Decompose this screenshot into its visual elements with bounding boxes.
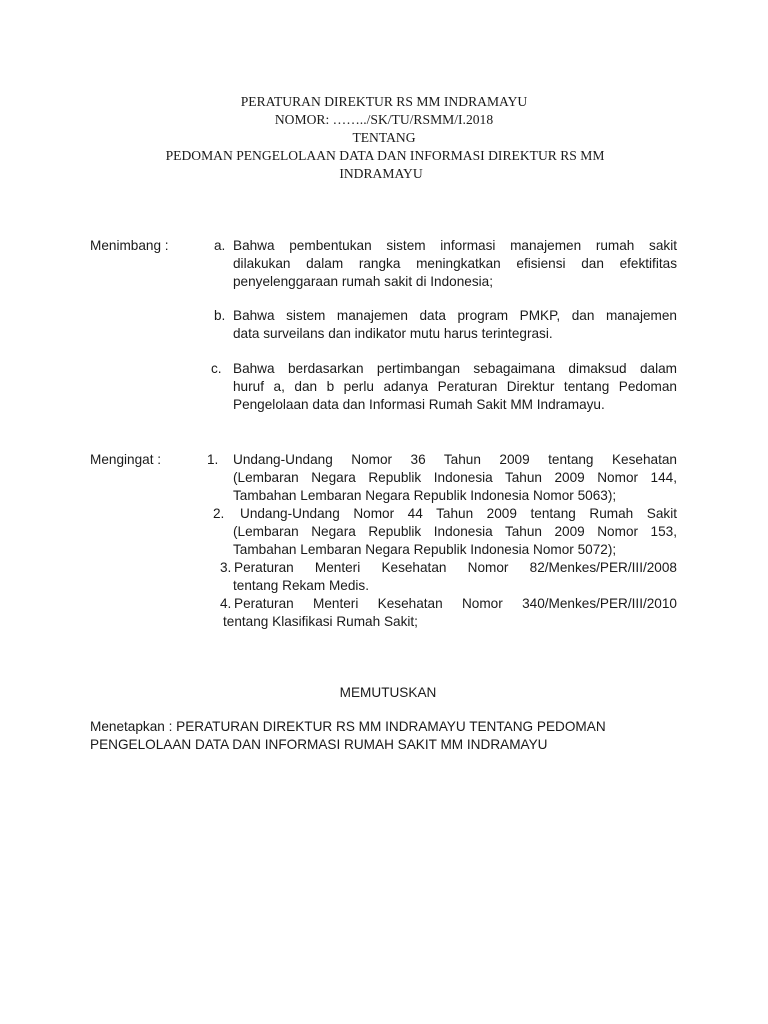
title-number: NOMOR: ……../SK/TU/RSMM/I.2018 xyxy=(274,112,494,127)
title-subject-cont: INDRAMAYU xyxy=(339,166,423,181)
text-line: (Lembaran Negara Republik Indonesia Tahun 2009 Nomor 153, xyxy=(233,524,677,539)
mengingat-item-2 xyxy=(240,505,677,523)
text-line: huruf a, dan b perlu adanya Peraturan Direktur tentang Pedoman xyxy=(233,379,677,394)
mengingat-item-4-cont xyxy=(223,613,667,631)
menetapkan-line: Menetapkan : PERATURAN DIREKTUR RS MM INDRAMAYU TENTANG PEDOMAN xyxy=(90,719,606,734)
menimbang-marker-b: b. xyxy=(214,308,226,323)
mengingat-marker-2: 2. xyxy=(213,506,225,521)
text-line: tentang Klasifikasi Rumah Sakit; xyxy=(223,614,418,629)
title-regulation: PERATURAN DIREKTUR RS MM INDRAMAYU xyxy=(240,94,528,109)
mengingat-marker-1: 1. xyxy=(207,452,219,467)
menimbang-marker-c: c. xyxy=(211,361,222,376)
text-line: Bahwa pembentukan sistem informasi manajemen rumah sakit xyxy=(233,238,677,253)
menimbang-item-b xyxy=(233,307,677,343)
memutuskan-heading: MEMUTUSKAN xyxy=(339,685,437,700)
text-line: data surveilans dan indikator mutu harus terintegrasi. xyxy=(233,326,553,341)
mengingat-marker-3: 3. xyxy=(220,560,232,575)
mengingat-item-4 xyxy=(234,595,677,613)
mengingat-item-2-cont xyxy=(233,523,677,559)
mengingat-marker-4: 4. xyxy=(220,596,232,611)
menimbang-label: Menimbang : xyxy=(90,238,169,253)
text-line: Undang-Undang Nomor 36 Tahun 2009 tentang Kesehatan xyxy=(233,452,677,467)
text-line: Bahwa berdasarkan pertimbangan sebagaimana dimaksud dalam xyxy=(233,361,677,376)
menetapkan-line-cont: PENGELOLAAN DATA DAN INFORMASI RUMAH SAKIT MM INDRAMAYU xyxy=(90,737,548,752)
menimbang-marker-a: a. xyxy=(214,238,226,253)
text-line: Peraturan Menteri Kesehatan Nomor 340/Menkes/PER/III/2010 xyxy=(234,596,677,611)
text-line: Tambahan Lembaran Negara Republik Indonesia Nomor 5063); xyxy=(233,488,617,503)
title-tentang: TENTANG xyxy=(352,130,416,145)
text-line: penyelenggaraan rumah sakit di Indonesia; xyxy=(233,274,493,289)
text-line: tentang Rekam Medis. xyxy=(233,578,370,593)
mengingat-label: Mengingat : xyxy=(90,452,162,467)
text-line: Undang-Undang Nomor 44 Tahun 2009 tentang Rumah Sakit xyxy=(240,506,677,521)
text-line: Tambahan Lembaran Negara Republik Indonesia Nomor 5072); xyxy=(233,542,617,557)
text-line: Peraturan Menteri Kesehatan Nomor 82/Menkes/PER/III/2008 xyxy=(234,560,677,575)
text-line: Bahwa sistem manajemen data program PMKP, dan manajemen xyxy=(233,308,677,323)
document-title-block xyxy=(0,93,768,183)
text-line: dilakukan dalam rangka meningkatkan efisiensi dan efektifitas xyxy=(233,256,677,271)
text-line: (Lembaran Negara Republik Indonesia Tahun 2009 Nomor 144, xyxy=(233,470,677,485)
mengingat-item-3 xyxy=(234,559,677,577)
menimbang-item-c xyxy=(233,360,677,414)
menimbang-item-a xyxy=(233,237,677,291)
menetapkan-block xyxy=(90,718,670,754)
mengingat-item-3-cont xyxy=(233,577,677,595)
mengingat-item-1 xyxy=(233,451,677,505)
text-line: Pengelolaan data dan Informasi Rumah Sakit MM Indramayu. xyxy=(233,397,605,412)
title-subject: PEDOMAN PENGELOLAAN DATA DAN INFORMASI DIREKTUR RS MM xyxy=(165,148,605,163)
